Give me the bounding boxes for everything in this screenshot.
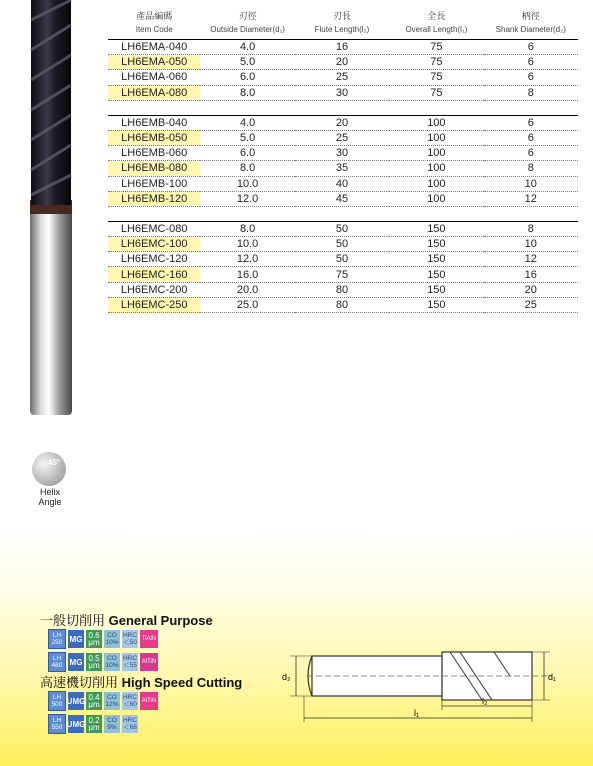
hardness-badge [122,653,138,671]
table-row [108,161,578,176]
carbide-class-badge-text: UMG [66,696,86,706]
flute-length-cell: 35 [295,161,389,176]
carbide-class-badge-text: UMG [66,719,86,729]
carbide-class-badge [68,715,84,733]
col-header-shank-diameter-en: Shank Diameter(d₂) [484,22,578,40]
outside-diameter-cell: 8.0 [200,161,294,176]
overall-length-cell: 75 [389,55,483,70]
outside-diameter-cell: 10.0 [200,176,294,191]
cobalt-content-badge-text: CO [107,694,117,701]
coating-badge-text: AlTiN [141,697,157,704]
col-header-outside-diameter-en: Outside Diameter(d₁) [200,22,294,40]
flute-length-cell: 20 [295,55,389,70]
outside-diameter-cell: 5.0 [200,55,294,70]
table-row [108,252,578,267]
flute-length-cell: 30 [295,85,389,100]
overall-length-cell: 75 [389,70,483,85]
cobalt-content-badge-text: 10% [105,662,119,669]
helix-label-line1: Helix [39,487,60,497]
high-speed-grades [48,691,158,737]
hardness-badge-text: HRC [122,655,138,662]
coating-badge [140,653,158,671]
table-row [108,146,578,161]
flute-length-cell: 50 [295,252,389,267]
general-purpose-title [40,610,213,629]
grade-row [48,629,158,649]
grain-size-badge-text: μm [88,638,100,647]
end-mill-image [0,0,90,430]
grade-row [48,714,158,734]
col-header-item-code-zh: 產品編碼 [136,10,173,21]
grade-code-badge [48,691,66,711]
item-code-cell: LH6EMB-060 [108,146,200,161]
grade-code-badge-text: 550 [51,724,63,731]
table-row [108,130,578,145]
overall-length-cell: 75 [389,85,483,100]
table-row [108,191,578,206]
cobalt-content-badge-text: 12% [105,701,119,708]
hardness-badge-text: ＜50 [123,639,137,646]
cobalt-content-badge [104,692,120,710]
cobalt-content-badge-text: CO [107,717,117,724]
table-row [108,237,578,252]
grain-size-badge-text: 0.5 [88,654,100,663]
overall-length-cell: 150 [389,282,483,297]
outside-diameter-cell: 8.0 [200,221,294,236]
grain-size-badge-text: μm [88,723,100,732]
general-purpose-title-zh: 一般切削用 [40,613,106,628]
separator-cell [200,206,294,221]
item-code-cell: LH6EMB-120 [108,191,200,206]
flute-length-cell: 30 [295,146,389,161]
helix-label-line2: Angle [38,497,62,507]
separator-cell [295,206,389,221]
outside-diameter-cell: 6.0 [200,146,294,161]
shank-diameter-cell: 6 [484,115,578,130]
item-code-cell: LH6EMC-100 [108,237,200,252]
item-code-cell: LH6EMA-050 [108,55,200,70]
overall-length-cell: 100 [389,130,483,145]
item-code-cell: LH6EMC-120 [108,252,200,267]
grade-code-badge-text: LH [52,717,62,724]
outside-diameter-cell: 10.0 [200,237,294,252]
shank-diameter-cell: 16 [484,267,578,282]
helix-angle-value: 45° [48,458,61,467]
general-purpose-title-en: General Purpose [108,613,213,628]
item-code-cell: LH6EMA-040 [108,40,200,55]
shank-diameter-cell: 12 [484,191,578,206]
overall-length-cell: 150 [389,297,483,312]
overall-length-cell: 150 [389,237,483,252]
spec-table [108,8,578,313]
shank-diameter-cell: 6 [484,130,578,145]
cobalt-content-badge-text: CO [107,632,117,639]
grade-code-badge-text: LH [52,632,62,639]
flute-length-cell: 45 [295,191,389,206]
overall-length-cell: 150 [389,252,483,267]
separator-cell [108,206,200,221]
grain-size-badge-text: 0.4 [88,693,100,702]
outside-diameter-cell: 16.0 [200,267,294,282]
coating-badge-text: AlTiN [141,658,157,665]
table-row [108,282,578,297]
shank-diameter-cell: 8 [484,161,578,176]
col-header-flute-length-zh: 刃長 [332,10,351,21]
hardness-badge-text: HRC [122,694,138,701]
cobalt-content-badge-text: 10% [105,639,119,646]
flute-length-cell: 50 [295,237,389,252]
high-speed-title-zh: 高速機切削用 [40,675,119,690]
shank-diameter-cell: 20 [484,282,578,297]
cobalt-content-badge [104,653,120,671]
hardness-badge [122,692,138,710]
outside-diameter-cell: 8.0 [200,85,294,100]
flute-length-cell: 50 [295,221,389,236]
grade-row [48,691,158,711]
outside-diameter-cell: 4.0 [200,115,294,130]
hardness-badge-text: HRC [122,632,138,639]
item-code-cell: LH6EMC-160 [108,267,200,282]
item-code-cell: LH6EMB-100 [108,176,200,191]
grain-size-badge [86,692,102,710]
shank-diameter-cell: 6 [484,55,578,70]
l2-label: l₂ [482,696,488,706]
outside-diameter-cell: 20.0 [200,282,294,297]
shank-diameter-cell: 10 [484,237,578,252]
table-row [108,40,578,55]
d1-label: d₁ [548,672,557,682]
shank-diameter-cell: 12 [484,252,578,267]
group-separator [108,206,578,221]
outside-diameter-cell: 25.0 [200,297,294,312]
outside-diameter-cell: 12.0 [200,191,294,206]
overall-length-cell: 100 [389,176,483,191]
carbide-class-badge [68,653,84,671]
grain-size-badge-text: 0.6 [88,631,100,640]
separator-cell [200,100,294,115]
overall-length-cell: 75 [389,40,483,55]
item-code-cell: LH6EMA-060 [108,70,200,85]
overall-length-cell: 100 [389,146,483,161]
helix-angle-badge [30,452,70,514]
dimension-diagram [282,636,572,726]
table-row [108,267,578,282]
grain-size-badge-text: μm [88,700,100,709]
grade-code-badge-text: LH [52,694,62,701]
header-zh-row [108,8,578,22]
hardness-badge-text: ＜60 [123,701,137,708]
grain-size-badge [86,653,102,671]
shank-diameter-cell: 6 [484,146,578,161]
grade-code-badge-text: 500 [51,701,63,708]
table-row [108,70,578,85]
shank-diameter-cell: 8 [484,221,578,236]
overall-length-cell: 100 [389,115,483,130]
grain-size-badge-text: 0.2 [88,716,100,725]
table-row [108,115,578,130]
item-code-cell: LH6EMC-250 [108,297,200,312]
hardness-badge [122,715,138,733]
carbide-class-badge [68,630,84,648]
flute-length-cell: 25 [295,70,389,85]
cobalt-content-badge-text: CO [107,655,117,662]
carbide-class-badge-text: MG [69,657,83,667]
table-row [108,297,578,312]
grain-size-badge-text: μm [88,661,100,670]
d2-label: d₂ [282,672,291,682]
shank-diameter-cell: 8 [484,85,578,100]
item-code-cell: LH6EMC-080 [108,221,200,236]
grain-size-badge [86,630,102,648]
col-header-flute-length-en: Flute Length(l₂) [295,22,389,40]
grade-row [48,652,158,672]
table-row [108,85,578,100]
outside-diameter-cell: 4.0 [200,40,294,55]
high-speed-title [40,672,242,691]
grain-size-badge [86,715,102,733]
header-en-row [108,22,578,40]
spec-table-body [108,40,578,313]
hardness-badge-text: ＜68 [123,724,137,731]
table-row [108,55,578,70]
grade-code-badge [48,629,66,649]
hardness-badge-text: HRC [122,717,138,724]
item-code-cell: LH6EMB-050 [108,130,200,145]
flute-length-cell: 75 [295,267,389,282]
flute-length-cell: 40 [295,176,389,191]
separator-cell [108,100,200,115]
overall-length-cell: 150 [389,221,483,236]
hardness-badge [122,630,138,648]
grade-code-badge [48,652,66,672]
general-purpose-grades [48,629,158,675]
separator-cell [484,206,578,221]
item-code-cell: LH6EMB-080 [108,161,200,176]
separator-cell [295,100,389,115]
coating-badge [140,630,158,648]
col-header-overall-length-zh: 全長 [427,10,446,21]
col-header-shank-diameter-zh: 柄徑 [521,10,540,21]
cobalt-content-badge-text: 9% [107,724,117,731]
item-code-cell: LH6EMB-040 [108,115,200,130]
helix-label [30,487,70,507]
shank-diameter-cell: 25 [484,297,578,312]
item-code-cell: LH6EMC-200 [108,282,200,297]
flute-length-cell: 25 [295,130,389,145]
hardness-badge-text: ＜55 [123,662,137,669]
grade-code-badge-text: 250 [51,639,63,646]
separator-cell [389,206,483,221]
grade-code-badge-text: 460 [51,662,63,669]
shank-diameter-cell: 10 [484,176,578,191]
overall-length-cell: 150 [389,267,483,282]
flute-length-cell: 80 [295,297,389,312]
coating-badge [140,692,158,710]
high-speed-title-en: High Speed Cutting [121,675,243,690]
coating-badge-text: TiAlN [141,635,157,642]
overall-length-cell: 100 [389,191,483,206]
flute-length-cell: 80 [295,282,389,297]
outside-diameter-cell: 12.0 [200,252,294,267]
shank-diameter-cell: 6 [484,40,578,55]
group-separator [108,100,578,115]
overall-length-cell: 100 [389,161,483,176]
table-row [108,176,578,191]
shank-diameter-cell: 6 [484,70,578,85]
item-code-cell: LH6EMA-080 [108,85,200,100]
cobalt-content-badge [104,630,120,648]
grade-code-badge [48,714,66,734]
flute-length-cell: 16 [295,40,389,55]
carbide-class-badge-text: MG [69,634,83,644]
outside-diameter-cell: 5.0 [200,130,294,145]
separator-cell [389,100,483,115]
carbide-class-badge [68,692,84,710]
flute-length-cell: 20 [295,115,389,130]
outside-diameter-cell: 6.0 [200,70,294,85]
grade-code-badge-text: LH [52,655,62,662]
l1-label: l₁ [414,708,420,718]
col-header-item-code-en: Item Code [108,22,200,40]
table-row [108,221,578,236]
cobalt-content-badge [104,715,120,733]
col-header-outside-diameter-zh: 刃徑 [238,10,257,21]
separator-cell [484,100,578,115]
col-header-overall-length-en: Overall Length(l₁) [389,22,483,40]
